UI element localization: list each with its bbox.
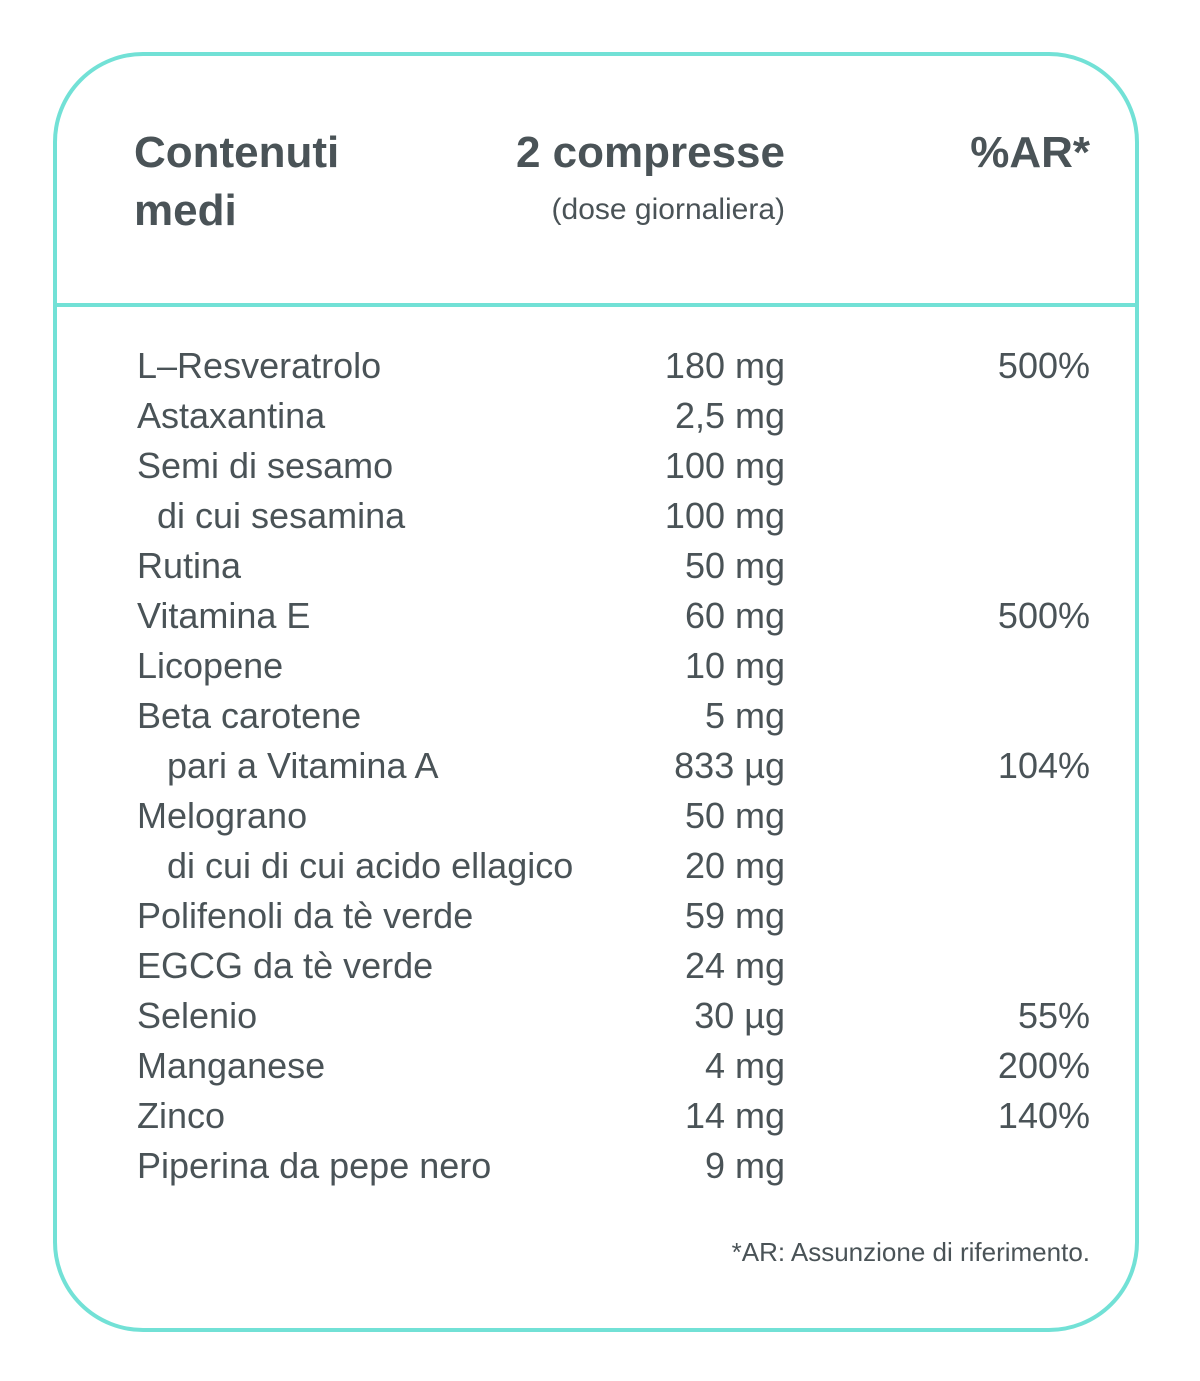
ingredient-name: Semi di sesamo (137, 445, 394, 486)
ingredient-name: Astaxantina (137, 395, 326, 436)
ingredient-dose: 59 mg (684, 895, 785, 936)
header-ar: %AR* (970, 128, 1090, 177)
ingredient-name: di cui sesamina (157, 495, 406, 536)
ingredient-name: Piperina da pepe nero (137, 1145, 492, 1186)
table-row (57, 891, 1135, 941)
table-row (57, 1091, 1135, 1141)
ingredient-name: Melograno (137, 795, 308, 836)
ingredient-ar: 500% (997, 595, 1090, 636)
ingredient-name: Beta carotene (137, 695, 362, 736)
ingredient-name: pari a Vitamina A (167, 745, 439, 786)
ingredient-ar: 200% (997, 1045, 1090, 1086)
table-row (57, 541, 1135, 591)
ingredient-name: Licopene (137, 645, 284, 686)
ingredient-name: Polifenoli da tè verde (137, 895, 474, 936)
ingredient-dose: 50 mg (684, 545, 785, 586)
ingredient-name: EGCG da tè verde (137, 945, 434, 986)
table-row (57, 741, 1135, 791)
ingredient-dose: 60 mg (684, 595, 785, 636)
ingredient-dose: 9 mg (704, 1145, 785, 1186)
ingredient-dose: 5 mg (704, 695, 785, 736)
ingredient-name: di cui di cui acido ellagico (167, 845, 574, 886)
ingredient-ar: 500% (997, 345, 1090, 386)
table-row (57, 791, 1135, 841)
header-divider (57, 303, 1135, 307)
ingredient-name: Vitamina E (137, 595, 311, 636)
table-row (57, 641, 1135, 691)
ingredient-dose: 30 µg (694, 995, 785, 1036)
nutrition-table-card (53, 52, 1139, 1332)
ingredient-dose: 50 mg (684, 795, 785, 836)
ingredient-dose: 833 µg (674, 745, 785, 786)
ingredient-dose: 180 mg (664, 345, 785, 386)
ingredient-name: Rutina (137, 545, 242, 586)
ingredient-name: L–Resveratrolo (137, 345, 382, 386)
header-dose-subtitle: (dose giornaliera) (551, 193, 785, 226)
table-row (57, 491, 1135, 541)
ingredient-ar: 140% (997, 1095, 1090, 1136)
table-row (57, 391, 1135, 441)
table-row (57, 441, 1135, 491)
ingredient-dose: 4 mg (704, 1045, 785, 1086)
header-contents: Contenuti medi (134, 128, 340, 235)
ingredient-name: Manganese (137, 1045, 326, 1086)
ingredient-dose: 20 mg (684, 845, 785, 886)
table-row (57, 991, 1135, 1041)
ingredient-ar: 104% (997, 745, 1090, 786)
table-row (57, 841, 1135, 891)
table-row (57, 341, 1135, 391)
table-row (57, 1041, 1135, 1091)
table-row (57, 941, 1135, 991)
ingredient-dose: 100 mg (664, 495, 785, 536)
table-row (57, 691, 1135, 741)
table-row (57, 1141, 1135, 1191)
ingredient-dose: 24 mg (684, 945, 785, 986)
ingredient-name: Zinco (137, 1095, 226, 1136)
ingredient-dose: 100 mg (664, 445, 785, 486)
ingredient-ar: 55% (1017, 995, 1090, 1036)
ingredient-list (57, 341, 1135, 1191)
header-dose: 2 compresse (515, 128, 785, 177)
ingredient-dose: 10 mg (684, 645, 785, 686)
ingredient-name: Selenio (137, 995, 258, 1036)
ingredient-dose: 14 mg (684, 1095, 785, 1136)
table-row (57, 591, 1135, 641)
footnote: *AR: Assunzione di riferimento. (731, 1237, 1090, 1267)
ingredient-dose: 2,5 mg (674, 395, 785, 436)
